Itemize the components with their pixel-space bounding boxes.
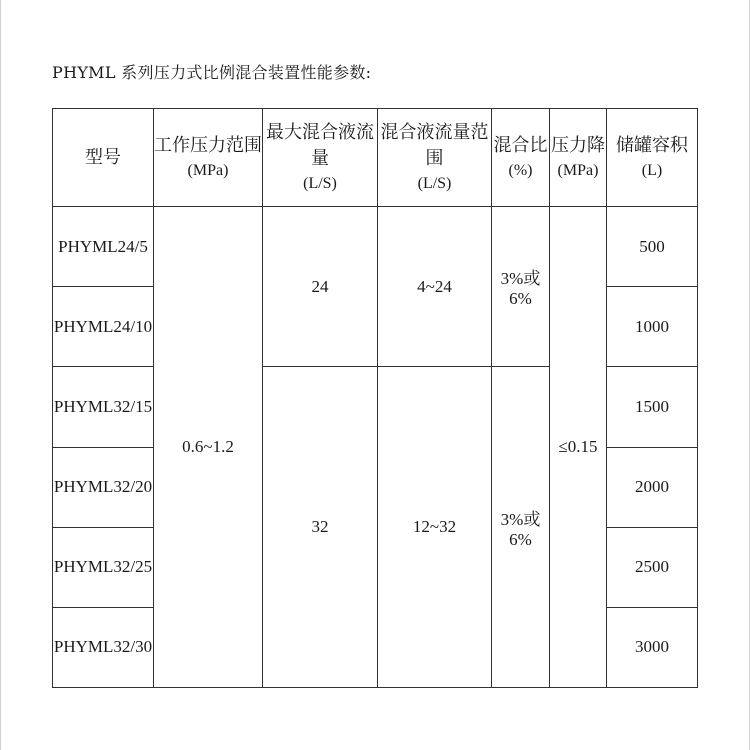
- model-cell: PHYML24/10: [53, 287, 154, 367]
- header-tank-capacity: 储罐容积 (L): [607, 109, 698, 207]
- header-pressure-drop: 压力降 (MPa): [550, 109, 607, 207]
- model-cell: PHYML24/5: [53, 207, 154, 287]
- page-edge-left: [0, 0, 1, 750]
- capacity-cell: 1000: [607, 287, 698, 367]
- mix-ratio-cell: 3%或 6%: [492, 207, 550, 367]
- mix-ratio-cell: 3%或 6%: [492, 367, 550, 688]
- pressure-drop-cell: ≤0.15: [550, 207, 607, 688]
- model-cell: PHYML32/20: [53, 447, 154, 527]
- header-mix-ratio: 混合比 (%): [492, 109, 550, 207]
- table-caption: PHYML 系列压力式比例混合装置性能参数:: [52, 63, 372, 82]
- working-pressure-cell: 0.6~1.2: [154, 207, 263, 688]
- header-model: 型号: [53, 109, 154, 207]
- capacity-cell: 3000: [607, 607, 698, 687]
- capacity-cell: 2000: [607, 447, 698, 527]
- model-cell: PHYML32/30: [53, 607, 154, 687]
- header-working-pressure: 工作压力范围 (MPa): [154, 109, 263, 207]
- table-header-row: [53, 109, 698, 207]
- max-flow-cell: 24: [263, 207, 378, 367]
- table-row: [53, 207, 698, 287]
- performance-table: [52, 108, 698, 688]
- model-cell: PHYML32/15: [53, 367, 154, 447]
- header-max-flow: 最大混合液流量 (L/S): [263, 109, 378, 207]
- capacity-cell: 1500: [607, 367, 698, 447]
- flow-range-cell: 12~32: [378, 367, 492, 688]
- capacity-cell: 2500: [607, 527, 698, 607]
- header-flow-range: 混合液流量范围 (L/S): [378, 109, 492, 207]
- flow-range-cell: 4~24: [378, 207, 492, 367]
- model-cell: PHYML32/25: [53, 527, 154, 607]
- capacity-cell: 500: [607, 207, 698, 287]
- max-flow-cell: 32: [263, 367, 378, 688]
